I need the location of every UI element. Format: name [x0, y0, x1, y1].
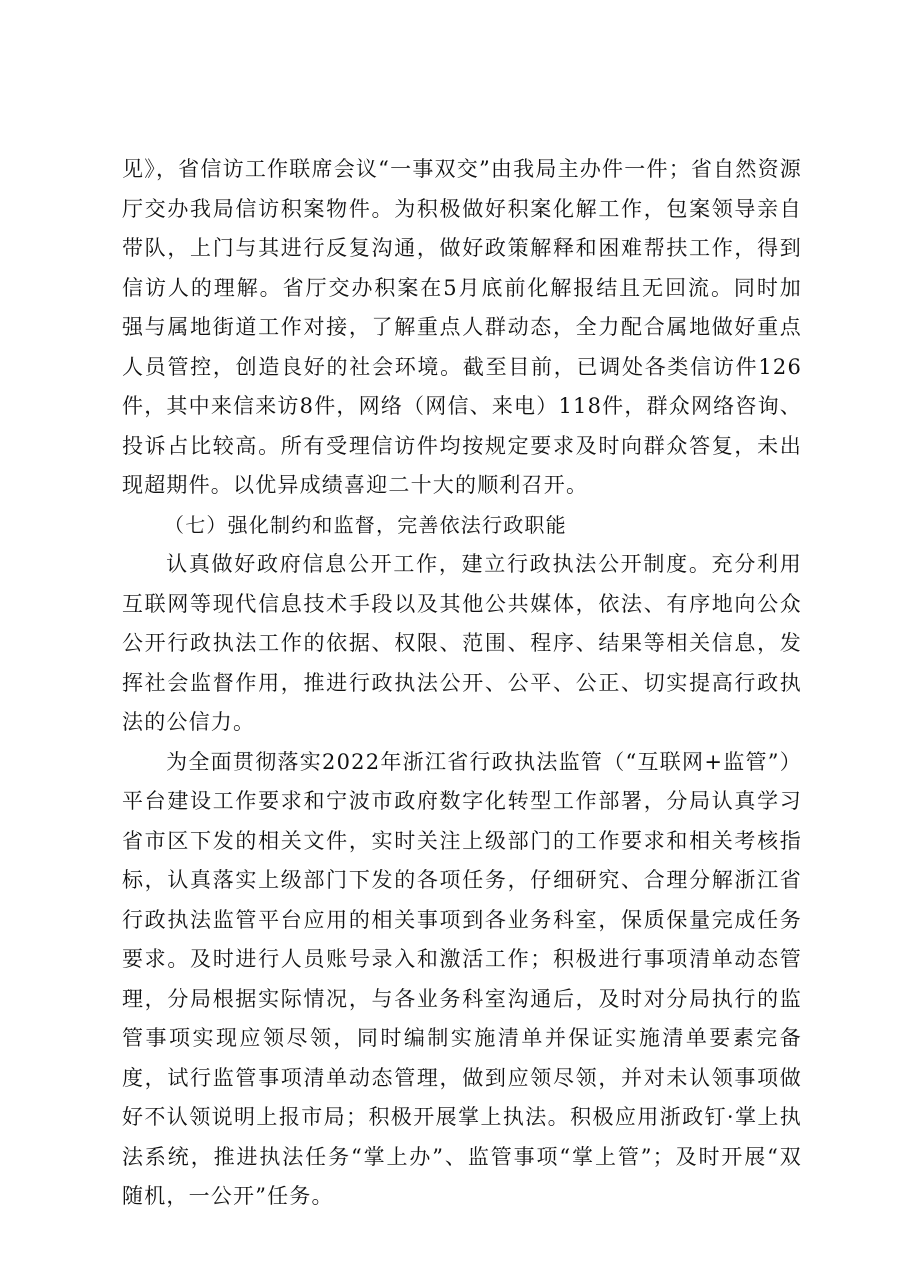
body-paragraph: 见》，省信访工作联席会议“一事双交”由我局主办件一件；省自然资源厅交办我局信访积案物件。为积极做好积案化解工作，包案领导亲自带队，上门与其进行反复沟通，做好政策解释和困难帮扶工作，得到信访人的理解。省厅交办积案在5月底前化解报结且无回流。同时加强与属地街道工作对接，了解重点人群动态，全力配合属地做好重点人员管控，创造良好的社会环境。截至目前，已调处各类信访件126件，其中来信来访8件，网络（网信、来电）118件，群众网络咨询、投诉占比较高。所有受理信访件均按规定要求及时向群众答复，未出现超期件。以优异成绩喜迎二十大的顺利召开。 — [122, 157, 802, 497]
body-paragraph: 认真做好政府信息公开工作，建立行政执法公开制度。充分利用互联网等现代信息技术手段以及其他公共媒体，依法、有序地向公众公开行政执法工作的依据、权限、范围、程序、结果等相关信息，发挥社会监督作用，推进行政执法公开、公平、公正、切实提高行政执法的公信力。 — [122, 552, 802, 734]
document-body — [122, 150, 802, 1217]
body-paragraph: 为全面贯彻落实2022年浙江省行政执法监管（“互联网+监管”）平台建设工作要求和宁波市政府数字化转型工作部署，分局认真学习省市区下发的相关文件，实时关注上级部门的工作要求和相关考核指标，认真落实上级部门下发的各项任务，仔细研究、合理分解浙江省行政执法监管平台应用的相关事项到各业务科室，保质保量完成任务要求。及时进行人员账号录入和激活工作；积极进行事项清单动态管理，分局根据实际情况，与各业务科室沟通后，及时对分局执行的监管事项实现应领尽领，同时编制实施清单并保证实施清单要素完备度，试行监管事项清单动态管理，做到应领尽领，并对未认领事项做好不认领说明上报市局；积极开展掌上执法。积极应用浙政钉·掌上执法系统，推进执法任务“掌上办”、监管事项“掌上管”；及时开展“双随机，一公开”任务。 — [122, 749, 802, 1208]
section-heading: （七）强化制约和监督，完善依法行政职能 — [164, 512, 567, 537]
